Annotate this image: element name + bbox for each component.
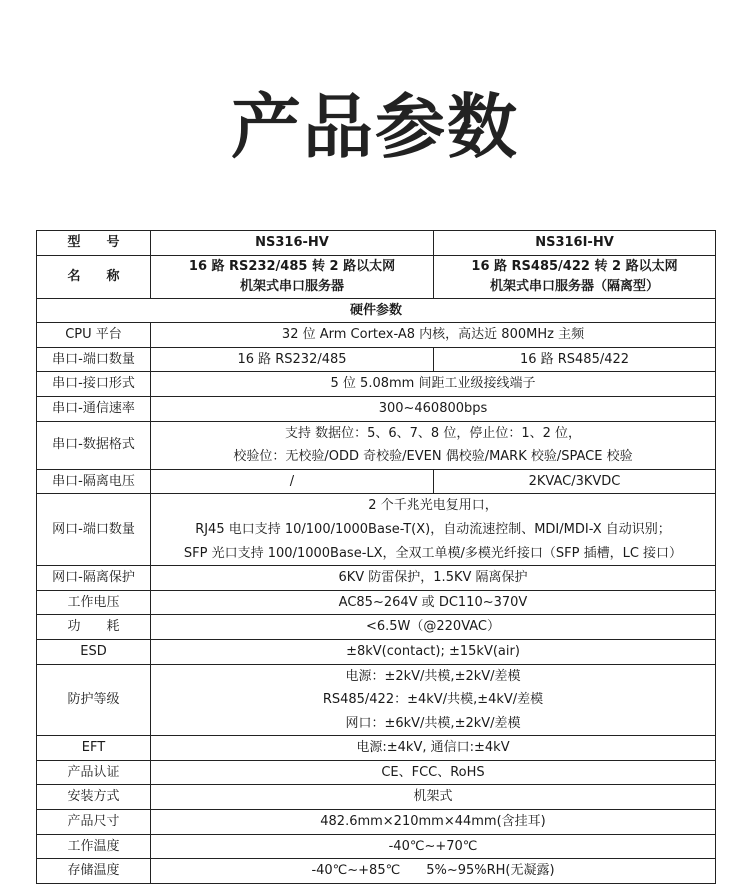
table-row	[37, 834, 716, 859]
row-label: 串口-隔离电压	[37, 469, 151, 494]
row-label: 存储温度	[37, 859, 151, 884]
row-value	[151, 494, 716, 566]
table-row	[37, 469, 716, 494]
row-label: 工作温度	[37, 834, 151, 859]
table-row	[37, 566, 716, 591]
table-row	[37, 639, 716, 664]
row-label: ESD	[37, 639, 151, 664]
name-a-line: 16 路 RS232/485 转 2 路以太网	[188, 258, 396, 274]
row-value-line: 校验位：无校验/ODD 奇校验/EVEN 偶校验/MARK 校验/SPACE 校验	[233, 449, 633, 465]
row-label: 工作电压	[37, 590, 151, 615]
table-row	[37, 323, 716, 348]
row-label: 防护等级	[37, 664, 151, 736]
name-b-line: 机架式串口服务器（隔离型）	[489, 278, 659, 294]
table-row	[37, 298, 716, 323]
row-label: 串口-接口形式	[37, 372, 151, 397]
name-label: 名 称	[37, 255, 151, 298]
row-value-b: 2KVAC/3KVDC	[434, 469, 716, 494]
row-value: 32 位 Arm Cortex-A8 内核，高达近 800MHz 主频	[151, 323, 716, 348]
row-value: 300~460800bps	[151, 396, 716, 421]
row-label: 安装方式	[37, 785, 151, 810]
table-row	[37, 372, 716, 397]
table-row	[37, 255, 716, 298]
row-value-line: RJ45 电口支持 10/100/1000Base-T(X)，自动流速控制、MDI/MDI-X 自动识别；	[195, 521, 671, 537]
row-label: 产品尺寸	[37, 810, 151, 835]
table-row	[37, 231, 716, 256]
row-value: CE、FCC、RoHS	[151, 760, 716, 785]
section-header: 硬件参数	[37, 298, 716, 323]
row-value-line: SFP 光口支持 100/1000Base-LX，全双工单模/多模光纤接口（SFP 插槽，LC 接口）	[183, 545, 683, 561]
row-label: 串口-端口数量	[37, 347, 151, 372]
row-label: 网口-端口数量	[37, 494, 151, 566]
row-value: 机架式	[151, 785, 716, 810]
row-label: 功 耗	[37, 615, 151, 640]
row-value-line: 2 个千兆光电复用口，	[368, 498, 498, 514]
table-row	[37, 396, 716, 421]
row-value-line: 支持 数据位：5、6、7、8 位，停止位：1、2 位，	[284, 425, 582, 441]
table-row	[37, 347, 716, 372]
row-value: -40℃~+70℃	[151, 834, 716, 859]
row-value: 5 位 5.08mm 间距工业级接线端子	[151, 372, 716, 397]
name-b-line: 16 路 RS485/422 转 2 路以太网	[471, 258, 678, 274]
table-row	[37, 590, 716, 615]
row-value	[151, 421, 716, 469]
row-label: 串口-数据格式	[37, 421, 151, 469]
page-title: 产品参数	[231, 86, 519, 168]
table-row	[37, 615, 716, 640]
table-row	[37, 736, 716, 761]
model-a: NS316-HV	[151, 231, 434, 256]
row-value: ±8kV(contact); ±15kV(air)	[151, 639, 716, 664]
spec-table	[36, 230, 716, 884]
table-row	[37, 494, 716, 566]
row-value-line: 网口：±6kV/共模,±2kV/差模	[345, 715, 521, 731]
row-value: 6KV 防雷保护，1.5KV 隔离保护	[151, 566, 716, 591]
row-value	[151, 664, 716, 736]
table-row	[37, 810, 716, 835]
name-b	[434, 255, 716, 298]
table-row	[37, 859, 716, 884]
row-value: -40℃~+85℃ 5%~95%RH(无凝露)	[151, 859, 716, 884]
row-label: 网口-隔离保护	[37, 566, 151, 591]
row-value: <6.5W（@220VAC）	[151, 615, 716, 640]
table-row	[37, 664, 716, 736]
row-value: AC85~264V 或 DC110~370V	[151, 590, 716, 615]
row-value-line: 电源：±2kV/共模,±2kV/差模	[345, 668, 521, 684]
row-value-a: /	[151, 469, 434, 494]
row-value: 电源:±4kV, 通信口:±4kV	[151, 736, 716, 761]
row-label: 串口-通信速率	[37, 396, 151, 421]
row-label: EFT	[37, 736, 151, 761]
row-label: 产品认证	[37, 760, 151, 785]
row-value-a: 16 路 RS232/485	[151, 347, 434, 372]
name-a	[151, 255, 434, 298]
table-row	[37, 760, 716, 785]
table-row	[37, 785, 716, 810]
table-row	[37, 421, 716, 469]
row-label: CPU 平台	[37, 323, 151, 348]
model-label: 型 号	[37, 231, 151, 256]
row-value: 482.6mm×210mm×44mm(含挂耳)	[151, 810, 716, 835]
row-value-b: 16 路 RS485/422	[434, 347, 716, 372]
name-a-line: 机架式串口服务器	[239, 278, 344, 294]
row-value-line: RS485/422：±4kV/共模,±4kV/差模	[322, 692, 544, 708]
model-b: NS316I-HV	[434, 231, 716, 256]
